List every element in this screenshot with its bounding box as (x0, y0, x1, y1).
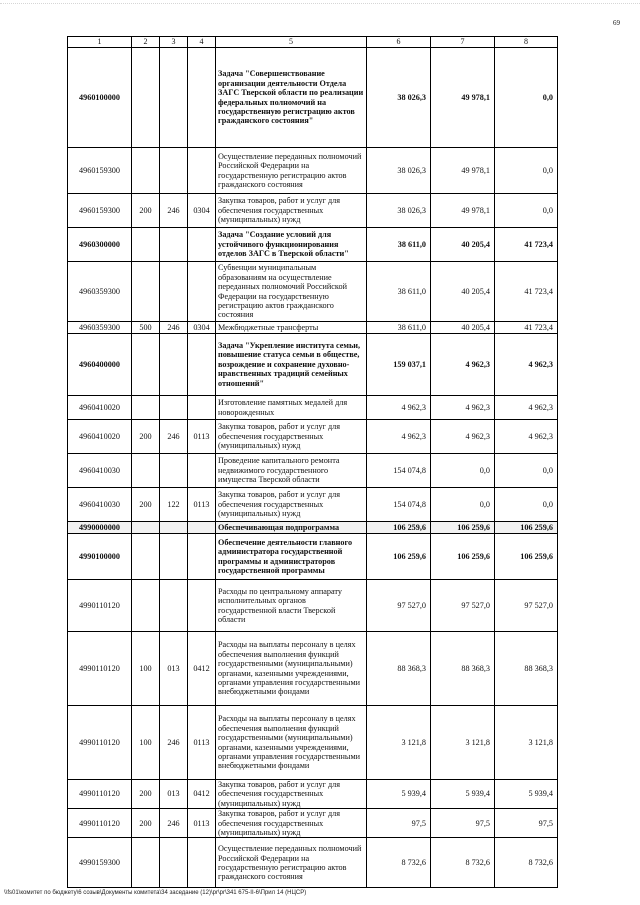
row-col3: 246 (160, 706, 188, 780)
row-code: 4960400000 (68, 334, 132, 396)
row-code: 4960159300 (68, 148, 132, 194)
row-col2 (132, 534, 160, 580)
table-row (68, 454, 558, 488)
table-row (68, 522, 558, 534)
row-value-6: 38 026,3 (367, 48, 431, 148)
row-value-7: 0,0 (431, 488, 495, 522)
row-code: 4960359300 (68, 322, 132, 334)
row-col2: 200 (132, 194, 160, 228)
row-value-6: 38 026,3 (367, 148, 431, 194)
row-code: 4960159300 (68, 194, 132, 228)
row-code: 4960300000 (68, 228, 132, 262)
row-name: Обеспечивающая подпрограмма (216, 522, 367, 534)
row-col4 (188, 580, 216, 632)
row-value-8: 5 939,4 (495, 780, 558, 809)
row-value-7: 5 939,4 (431, 780, 495, 809)
row-col2 (132, 522, 160, 534)
row-col2 (132, 228, 160, 262)
row-code: 4960100000 (68, 48, 132, 148)
row-col3: 246 (160, 420, 188, 454)
row-col4: 0113 (188, 488, 216, 522)
row-value-6: 4 962,3 (367, 420, 431, 454)
table-row (68, 706, 558, 780)
row-name: Обеспечение деятельности главного администратора государственной программы и администраторов государственной программы (216, 534, 367, 580)
row-name: Задача "Создание условий для устойчивого функционирования отделов ЗАГС в Тверской области" (216, 228, 367, 262)
row-value-6: 8 732,6 (367, 838, 431, 888)
row-col3 (160, 522, 188, 534)
row-name: Субвенции муниципальным образованиям на осуществление переданных полномочий Российской Федерации на государственную регистрацию актов гражданского состояния (216, 262, 367, 322)
row-col4 (188, 48, 216, 148)
row-col3: 246 (160, 322, 188, 334)
row-name: Осуществление переданных полномочий Российской Федерации на государственную регистрацию актов гражданского состояния (216, 148, 367, 194)
row-value-6: 97 527,0 (367, 580, 431, 632)
row-name: Закупка товаров, работ и услуг для обеспечения государственных (муниципальных) нужд (216, 780, 367, 809)
header-cell: 7 (431, 37, 495, 48)
row-col4 (188, 228, 216, 262)
row-value-6: 38 026,3 (367, 194, 431, 228)
row-col2: 200 (132, 780, 160, 809)
row-value-6: 159 037,1 (367, 334, 431, 396)
row-code: 4990110120 (68, 706, 132, 780)
table-row (68, 488, 558, 522)
row-col2 (132, 48, 160, 148)
row-col4 (188, 262, 216, 322)
row-code: 4960410020 (68, 420, 132, 454)
row-col3 (160, 334, 188, 396)
header-row (68, 37, 558, 48)
table-row (68, 322, 558, 334)
row-value-6: 38 611,0 (367, 228, 431, 262)
row-value-8: 106 259,6 (495, 522, 558, 534)
row-col3 (160, 262, 188, 322)
header-cell: 5 (216, 37, 367, 48)
row-value-6: 154 074,8 (367, 488, 431, 522)
row-col4: 0113 (188, 809, 216, 838)
table-row (68, 228, 558, 262)
table-row (68, 334, 558, 396)
row-col2 (132, 262, 160, 322)
row-value-8: 3 121,8 (495, 706, 558, 780)
row-value-6: 3 121,8 (367, 706, 431, 780)
row-col2 (132, 454, 160, 488)
row-col4: 0113 (188, 420, 216, 454)
table-row (68, 580, 558, 632)
row-col2: 100 (132, 706, 160, 780)
row-value-7: 3 121,8 (431, 706, 495, 780)
row-value-8: 4 962,3 (495, 420, 558, 454)
row-col2 (132, 580, 160, 632)
row-col4 (188, 148, 216, 194)
row-col4 (188, 334, 216, 396)
row-col2 (132, 838, 160, 888)
row-name: Расходы по центральному аппарату исполнительных органов государственной власти Тверской области (216, 580, 367, 632)
row-col3 (160, 48, 188, 148)
row-col3: 013 (160, 780, 188, 809)
row-col4: 0113 (188, 706, 216, 780)
row-value-7: 8 732,6 (431, 838, 495, 888)
header-cell: 3 (160, 37, 188, 48)
budget-table (67, 36, 558, 888)
row-value-8: 41 723,4 (495, 262, 558, 322)
row-value-7: 0,0 (431, 454, 495, 488)
table-row (68, 148, 558, 194)
page-number: 69 (613, 19, 620, 27)
row-value-7: 4 962,3 (431, 420, 495, 454)
row-col2: 100 (132, 632, 160, 706)
row-value-8: 88 368,3 (495, 632, 558, 706)
row-name: Осуществление переданных полномочий Российской Федерации на государственную регистрацию актов гражданского состояния (216, 838, 367, 888)
row-col3 (160, 148, 188, 194)
row-name: Закупка товаров, работ и услуг для обеспечения государственных (муниципальных) нужд (216, 809, 367, 838)
row-value-7: 40 205,4 (431, 262, 495, 322)
row-value-6: 106 259,6 (367, 522, 431, 534)
row-code: 4990110120 (68, 809, 132, 838)
row-col3 (160, 454, 188, 488)
row-value-6: 4 962,3 (367, 396, 431, 420)
row-value-7: 106 259,6 (431, 522, 495, 534)
header-cell: 1 (68, 37, 132, 48)
row-name: Расходы на выплаты персоналу в целях обеспечения выполнения функций государственными (муниципальными) органами, казенными учреждениями, органами управления государственными внебюджетными фондами (216, 706, 367, 780)
row-value-8: 4 962,3 (495, 334, 558, 396)
row-col3: 246 (160, 809, 188, 838)
row-value-8: 106 259,6 (495, 534, 558, 580)
row-value-7: 49 978,1 (431, 48, 495, 148)
row-col4 (188, 534, 216, 580)
table-row (68, 809, 558, 838)
row-col3: 246 (160, 194, 188, 228)
row-col4: 0304 (188, 194, 216, 228)
row-value-8: 97 527,0 (495, 580, 558, 632)
row-col2 (132, 334, 160, 396)
row-col4: 0412 (188, 780, 216, 809)
table-row (68, 396, 558, 420)
row-code: 4990110120 (68, 580, 132, 632)
table-row (68, 780, 558, 809)
row-code: 4990110120 (68, 632, 132, 706)
row-col2: 200 (132, 809, 160, 838)
row-col2: 500 (132, 322, 160, 334)
row-value-6: 38 611,0 (367, 322, 431, 334)
row-code: 4960410020 (68, 396, 132, 420)
row-name: Проведение капитального ремонта недвижимого государственного имущества Тверской области (216, 454, 367, 488)
row-code: 4960410030 (68, 488, 132, 522)
row-value-7: 40 205,4 (431, 228, 495, 262)
row-value-8: 0,0 (495, 454, 558, 488)
table-row (68, 262, 558, 322)
scan-artifact-line (0, 3, 640, 6)
row-name: Закупка товаров, работ и услуг для обеспечения государственных (муниципальных) нужд (216, 194, 367, 228)
row-value-8: 0,0 (495, 194, 558, 228)
row-col4 (188, 522, 216, 534)
row-value-7: 4 962,3 (431, 396, 495, 420)
row-value-8: 0,0 (495, 148, 558, 194)
header-cell: 4 (188, 37, 216, 48)
row-name: Закупка товаров, работ и услуг для обеспечения государственных (муниципальных) нужд (216, 488, 367, 522)
row-col2: 200 (132, 420, 160, 454)
row-code: 4990110120 (68, 780, 132, 809)
row-col4 (188, 454, 216, 488)
row-code: 4990159300 (68, 838, 132, 888)
header-cell: 8 (495, 37, 558, 48)
row-value-7: 40 205,4 (431, 322, 495, 334)
row-value-8: 0,0 (495, 488, 558, 522)
row-name: Закупка товаров, работ и услуг для обеспечения государственных (муниципальных) нужд (216, 420, 367, 454)
row-name: Межбюджетные трансферты (216, 322, 367, 334)
row-code: 4960410030 (68, 454, 132, 488)
table-row (68, 194, 558, 228)
row-value-8: 41 723,4 (495, 322, 558, 334)
row-name: Задача "Совершенствование организации деятельности Отдела ЗАГС Тверской области по реализации федеральных полномочий на государственную регистрацию актов гражданского состояния" (216, 48, 367, 148)
row-code: 4960359300 (68, 262, 132, 322)
row-value-6: 88 368,3 (367, 632, 431, 706)
row-value-7: 4 962,3 (431, 334, 495, 396)
row-col3 (160, 580, 188, 632)
row-col2 (132, 148, 160, 194)
row-value-6: 154 074,8 (367, 454, 431, 488)
file-path-footer: \\fs01\комитет по бюджету\6 созыв\Документы комитета\34 заседание (12)\pr\pr\341 675-II-6\Прил 14 (НЦСР) (4, 890, 307, 896)
header-cell: 6 (367, 37, 431, 48)
header-cell: 2 (132, 37, 160, 48)
row-value-8: 8 732,6 (495, 838, 558, 888)
row-value-8: 0,0 (495, 48, 558, 148)
row-value-6: 5 939,4 (367, 780, 431, 809)
row-value-6: 97,5 (367, 809, 431, 838)
row-col4: 0412 (188, 632, 216, 706)
table-row (68, 48, 558, 148)
row-col3 (160, 228, 188, 262)
row-col3 (160, 838, 188, 888)
row-name: Задача "Укрепление института семьи, повышение статуса семьи в обществе, возрождение и сохранение духовно-нравственных традиций семейных отношений" (216, 334, 367, 396)
row-col3: 013 (160, 632, 188, 706)
row-value-8: 97,5 (495, 809, 558, 838)
row-value-6: 106 259,6 (367, 534, 431, 580)
table-row (68, 420, 558, 454)
row-value-7: 88 368,3 (431, 632, 495, 706)
row-value-7: 106 259,6 (431, 534, 495, 580)
row-value-7: 49 978,1 (431, 148, 495, 194)
row-col4 (188, 396, 216, 420)
row-name: Изготовление памятных медалей для новорожденных (216, 396, 367, 420)
table-row (68, 632, 558, 706)
table-row (68, 838, 558, 888)
table-row (68, 534, 558, 580)
row-value-7: 49 978,1 (431, 194, 495, 228)
row-value-8: 4 962,3 (495, 396, 558, 420)
row-col2 (132, 396, 160, 420)
row-code: 4990000000 (68, 522, 132, 534)
row-value-7: 97 527,0 (431, 580, 495, 632)
row-code: 4990100000 (68, 534, 132, 580)
row-col4 (188, 838, 216, 888)
row-value-8: 41 723,4 (495, 228, 558, 262)
row-name: Расходы на выплаты персоналу в целях обеспечения выполнения функций государственными (муниципальными) органами, казенными учреждениями, органами управления государственными внебюджетными фондами (216, 632, 367, 706)
row-col3 (160, 534, 188, 580)
row-value-7: 97,5 (431, 809, 495, 838)
row-col4: 0304 (188, 322, 216, 334)
row-col2: 200 (132, 488, 160, 522)
row-col3 (160, 396, 188, 420)
row-value-6: 38 611,0 (367, 262, 431, 322)
row-col3: 122 (160, 488, 188, 522)
